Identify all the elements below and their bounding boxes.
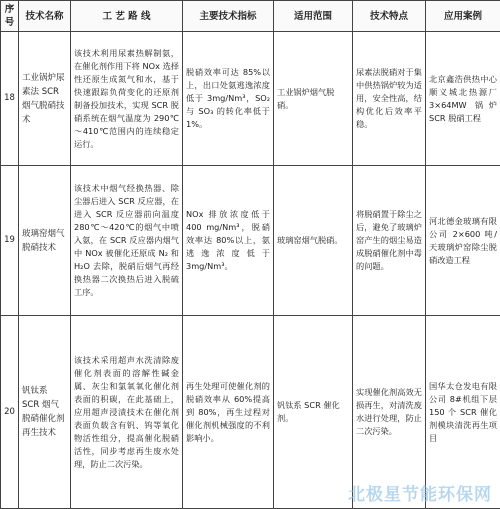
row-scope: 钒钛系 SCR 催化剂。 bbox=[274, 316, 353, 509]
row-process: 该技术采用超声水洗清除废催化剂表面的溶解性碱金属、灰尘和氯氧氧化催化剂表面的积碳，在此基础上，应用超声浸渍技术在催化剂表面负载含有钒、钨等氧化物活性组分，提高催化脱硝活性，同步考虑再生废水处理，防止二次污染。 bbox=[71, 316, 183, 509]
row-indicators: NOx 排放浓度低于 400 mg/Nm³，脱硝效率达 80%以上，氨逃逸浓度低于 3mg/Nm³。 bbox=[183, 166, 274, 316]
col-header-no: 序号 bbox=[1, 1, 19, 32]
col-header-scope: 适用范围 bbox=[274, 1, 353, 32]
row-scope: 工业锅炉烟气脱硝。 bbox=[274, 32, 353, 166]
table-header-row bbox=[1, 1, 500, 32]
row-case: 河北德金玻璃有限公司 2×600 吨/天玻璃炉窑除尘脱硝改造工程 bbox=[426, 166, 500, 316]
col-header-case: 应用案例 bbox=[426, 1, 500, 32]
row-no: 20 bbox=[1, 316, 19, 509]
row-indicators: 再生处理可使催化剂的脱硝效率从 60%提高到 80%，再生过程对催化剂机械强度的不利影响小。 bbox=[183, 316, 274, 509]
row-tech-name: 工业锅炉尿素法 SCR 烟气脱硝技术 bbox=[19, 32, 71, 166]
col-header-features: 技术特点 bbox=[353, 1, 426, 32]
row-tech-name: 钒钛系 SCR 烟气脱硝催化剂再生技术 bbox=[19, 316, 71, 509]
row-process: 该技术利用尿素热解制氨，在催化剂作用下将 NOx 选择性还原生成氮气和水，基于快速跟踪负荷变化的还原剂制备投加技术，实现 SCR 脱硝系统在烟气温度为 290℃～410℃范围内的连续稳定运行。 bbox=[71, 32, 183, 166]
watermark: 北极星节能环保网 bbox=[348, 485, 492, 505]
row-features: 将脱硝置于除尘之后，避免了玻璃炉窑产生的烟尘易造成脱硝催化剂中毒的问题。 bbox=[353, 166, 426, 316]
row-scope: 玻璃窑烟气脱硝。 bbox=[274, 166, 353, 316]
row-tech-name: 玻璃窑烟气脱硝技术 bbox=[19, 166, 71, 316]
col-header-process: 工 艺 路 线 bbox=[71, 1, 183, 32]
row-process: 该技术中烟气经换热器、除尘器后进入 SCR 反应器，在进入 SCR 反应器前向温度 280℃～420℃的烟气中喷入氨，在 SCR 反应器内烟气中 NOx 被催化还原成 N₂ 和 H₂O 去除，脱硝后烟气再经换热器二次换热后进入脱硫工序。 bbox=[71, 166, 183, 316]
row-case: 北京鑫浩供热中心顺义城北热源厂 3×64MW 锅炉 SCR 脱硝工程 bbox=[426, 32, 500, 166]
table-row bbox=[1, 166, 500, 316]
row-case: 国华太仓发电有限公司 8#机组下层 150 个 SCR 催化剂模块清洗再生项目 bbox=[426, 316, 500, 509]
row-features: 尿素法脱硝对于集中供热锅炉较为适用，安全性高，结构优化后效率平稳。 bbox=[353, 32, 426, 166]
col-header-name: 技术名称 bbox=[19, 1, 71, 32]
row-no: 18 bbox=[1, 32, 19, 166]
row-indicators: 脱硝效率可达 85%以上，出口处氨逃逸浓度低于 3mg/Nm³，SO₂ 与 SO₃ 的转化率低于 1%。 bbox=[183, 32, 274, 166]
row-no: 19 bbox=[1, 166, 19, 316]
col-header-indicators: 主要技术指标 bbox=[183, 1, 274, 32]
row-features: 实现催化剂高效无损再生，对清洗废水进行处理，防止二次污染。 bbox=[353, 316, 426, 509]
table-row bbox=[1, 32, 500, 166]
